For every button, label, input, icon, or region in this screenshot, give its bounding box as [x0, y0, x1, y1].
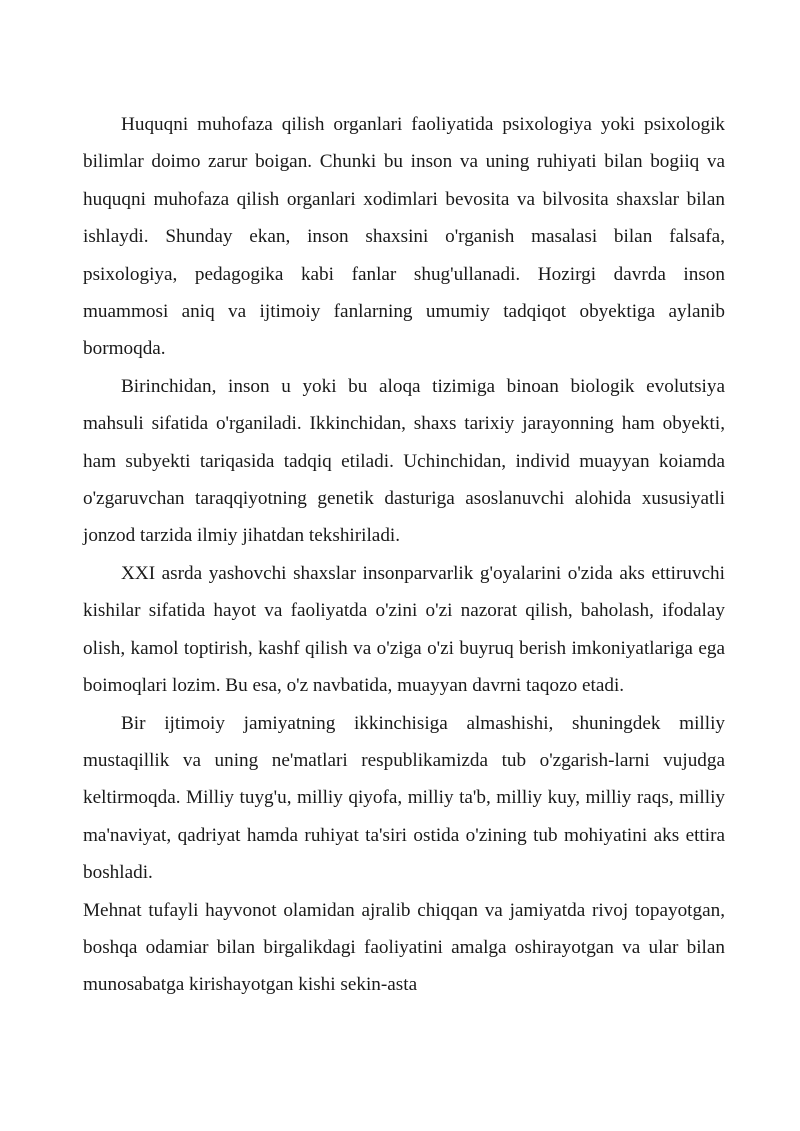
paragraph-3: XXI asrda yashovchi shaxslar insonparvarlik g'oyalarini o'zida aks ettiruvchi kishilar sifatida hayot va faoliyatda o'zini o'zi nazorat qilish, baholash, ifodalay olish, kamol toptirish, kashf qilish va o'ziga o'zi buyruq berish imkoniyatlariga ega boimoqlari lozim. Bu esa, o'z navbatida, muayyan davrni taqozo etadi. [83, 562, 725, 697]
paragraph-1: Huquqni muhofaza qilish organlari faoliyatida psixologiya yoki psixologik bilimlar doimo zarur boigan. Chunki bu inson va uning ruhiyati bilan bogiiq va huquqni muhofaza qilish organlari xodimlari bevosita va bilvosita shaxslar bilan ishlaydi. Shunday ekan, inson shaxsini o'rganish masalasi bilan falsafa, psixologiya, pedagogika kabi fanlar shug'ullanadi. Hozirgi davrda inson muammosi aniq va ijtimoiy fanlarning umumiy tadqiqot obyektiga aylanib bormoqda. [83, 114, 725, 360]
paragraph-4: Bir ijtimoiy jamiyatning ikkinchisiga almashishi, shuningdek milliy mustaqillik va uning ne'matlari respublikamizda tub o'zgarish-larni vujudga keltirmoqda. Milliy tuyg'u, milliy qiyofa, milliy ta'b, milliy kuy, milliy raqs, milliy ma'naviyat, qadriyat hamda ruhiyat ta'siri ostida o'zining tub mohiyatini aks ettira boshladi. [83, 712, 725, 884]
document-page [83, 106, 725, 1004]
paragraph-2: Birinchidan, inson u yoki bu aloqa tizimiga binoan biologik evolutsiya mahsuli sifatida o'rganiladi. Ikkinchidan, shaxs tarixiy jarayonning ham obyekti, ham subyekti tariqasida tadqiq etiladi. Uchinchidan, individ muayyan koiamda o'zgaruvchan taraqqiyotning genetik dasturiga asoslanuvchi alohida xususiyatli jonzod tarzida ilmiy jihatdan tekshiriladi. [83, 375, 725, 547]
paragraph-5: Mehnat tufayli hayvonot olamidan ajralib chiqqan va jamiyatda rivoj topayotgan, boshqa odamiar bilan birgalikdagi faoliyatini amalga oshirayotgan va ular bilan munosabatga kirishayotgan kishi sekin-asta [83, 899, 725, 996]
